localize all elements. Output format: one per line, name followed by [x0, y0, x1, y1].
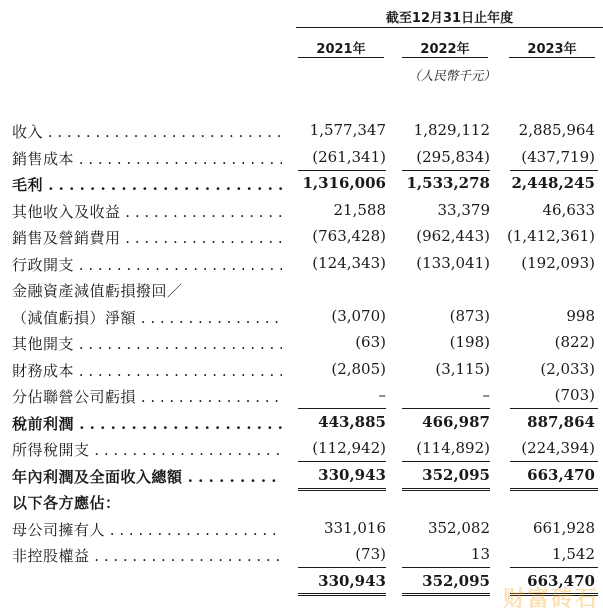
- value-2023: 663,470: [527, 571, 595, 590]
- row-profit-for-year: [0, 462, 603, 489]
- row-label: 年內利潤及全面收入總額 . . .: [12, 466, 282, 486]
- row-admin-expenses: [0, 250, 603, 277]
- value-2023: 661,928: [532, 518, 595, 537]
- row-label: 財務成本 . . .: [12, 360, 282, 380]
- value-2021: (2,805): [331, 359, 386, 378]
- row-impairment-heading: [0, 276, 603, 303]
- row-income-tax: [0, 435, 603, 462]
- year-header-2023: 2023年: [527, 42, 577, 57]
- value-2021: 330,943: [318, 571, 386, 590]
- row-label: 以下各方應佔：: [12, 494, 121, 512]
- row-label: 銷售及營銷費用 . . .: [12, 227, 282, 247]
- value-2022: (295,834): [416, 147, 490, 166]
- value-2022: 1,829,112: [413, 121, 490, 139]
- value-2021: (3,070): [331, 306, 386, 325]
- value-2021: (124,343): [312, 253, 386, 272]
- row-label: 稅前利潤 . . .: [12, 413, 282, 433]
- value-2022: (873): [449, 306, 490, 325]
- value-2023: (224,394): [521, 439, 595, 457]
- value-2022: 352,095: [422, 571, 490, 590]
- row-profit-before-tax: [0, 409, 603, 436]
- row-owners-of-parent: [0, 515, 603, 542]
- watermark-logo: 财富砖石: [502, 587, 599, 612]
- value-2023: 46,633: [542, 200, 595, 219]
- value-2022: 13: [470, 545, 490, 563]
- value-2023: 1,542: [552, 545, 595, 563]
- value-2023: 663,470: [527, 465, 595, 484]
- value-2023: (437,719): [521, 147, 595, 166]
- value-2021: 331,016: [323, 518, 386, 537]
- year-header-rule-2022: [402, 57, 488, 58]
- value-2022: 1,533,278: [406, 174, 490, 192]
- value-2022: (198): [449, 333, 490, 351]
- value-2022: –: [482, 386, 490, 404]
- row-label: 收入 . . .: [12, 121, 282, 141]
- row-label: 毛利 . . .: [12, 174, 282, 194]
- value-2022: (3,115): [435, 359, 490, 378]
- year-header-2022: 2022年: [420, 42, 470, 57]
- row-label: 其他收入及收益 . . .: [12, 201, 282, 221]
- total-double-rule: [298, 593, 386, 596]
- unit-note: （人民幣千元）: [408, 68, 496, 83]
- value-2021: –: [378, 386, 386, 404]
- value-2022: (962,443): [416, 227, 490, 245]
- value-2021: (73): [355, 545, 386, 563]
- value-2021: 1,577,347: [309, 121, 386, 139]
- year-header-rule-2023: [509, 57, 595, 58]
- value-2021: 21,588: [333, 200, 386, 219]
- value-2021: 443,885: [318, 412, 386, 431]
- value-2023: (703): [554, 386, 595, 404]
- value-2023: (2,033): [540, 359, 595, 378]
- row-label: （減值虧損）淨額 . . .: [12, 307, 282, 327]
- value-2021: 1,316,006: [302, 174, 386, 192]
- row-non-controlling-interests: [0, 541, 603, 568]
- year-header-rule-2021: [298, 57, 384, 58]
- row-label: 所得稅開支 . . .: [12, 439, 282, 459]
- value-2022: 352,095: [422, 465, 490, 484]
- value-2022: (133,041): [416, 253, 490, 272]
- total-double-rule: [402, 593, 490, 596]
- value-2023: 998: [566, 306, 595, 325]
- row-attributable-heading: [0, 488, 603, 515]
- period-header-rule: [296, 27, 603, 28]
- value-2021: 330,943: [318, 465, 386, 484]
- value-2021: (763,428): [312, 227, 386, 245]
- row-label: 其他開支 . . .: [12, 333, 282, 353]
- period-header: 截至12月31日止年度: [385, 11, 514, 26]
- row-finance-costs: [0, 356, 603, 383]
- value-2022: (114,892): [416, 439, 490, 457]
- value-2023: 887,864: [527, 412, 595, 431]
- value-2023: (192,093): [521, 253, 595, 272]
- value-2023: 2,885,964: [518, 121, 595, 139]
- value-2023: (822): [554, 333, 595, 351]
- row-label: 銷售成本 . . .: [12, 148, 282, 168]
- value-2023: 2,448,245: [511, 174, 595, 192]
- row-impairment-net: [0, 303, 603, 330]
- row-gross-profit: [0, 170, 603, 197]
- row-label: 非控股權益 . . .: [12, 545, 282, 565]
- value-2023: (1,412,361): [506, 227, 595, 245]
- value-2021: (261,341): [312, 147, 386, 166]
- row-label: 行政開支 . . .: [12, 254, 282, 274]
- value-2022: 352,082: [427, 518, 490, 537]
- row-other-expenses: [0, 329, 603, 356]
- row-selling-expenses: [0, 223, 603, 250]
- row-share-of-associates: [0, 382, 603, 409]
- row-cost-of-sales: [0, 144, 603, 171]
- value-2022: 466,987: [422, 412, 490, 431]
- statement-table: [0, 117, 603, 594]
- value-2021: (63): [355, 333, 386, 351]
- value-2022: 33,379: [437, 200, 490, 219]
- year-header-2021: 2021年: [316, 42, 366, 57]
- row-other-income: [0, 197, 603, 224]
- value-2021: (112,942): [312, 439, 386, 457]
- row-label: 金融資產減值虧損撥回／: [12, 282, 183, 300]
- row-label: 分佔聯營公司虧損 . . .: [12, 386, 282, 406]
- row-label: 母公司擁有人 . . .: [12, 519, 282, 539]
- row-revenue: [0, 117, 603, 144]
